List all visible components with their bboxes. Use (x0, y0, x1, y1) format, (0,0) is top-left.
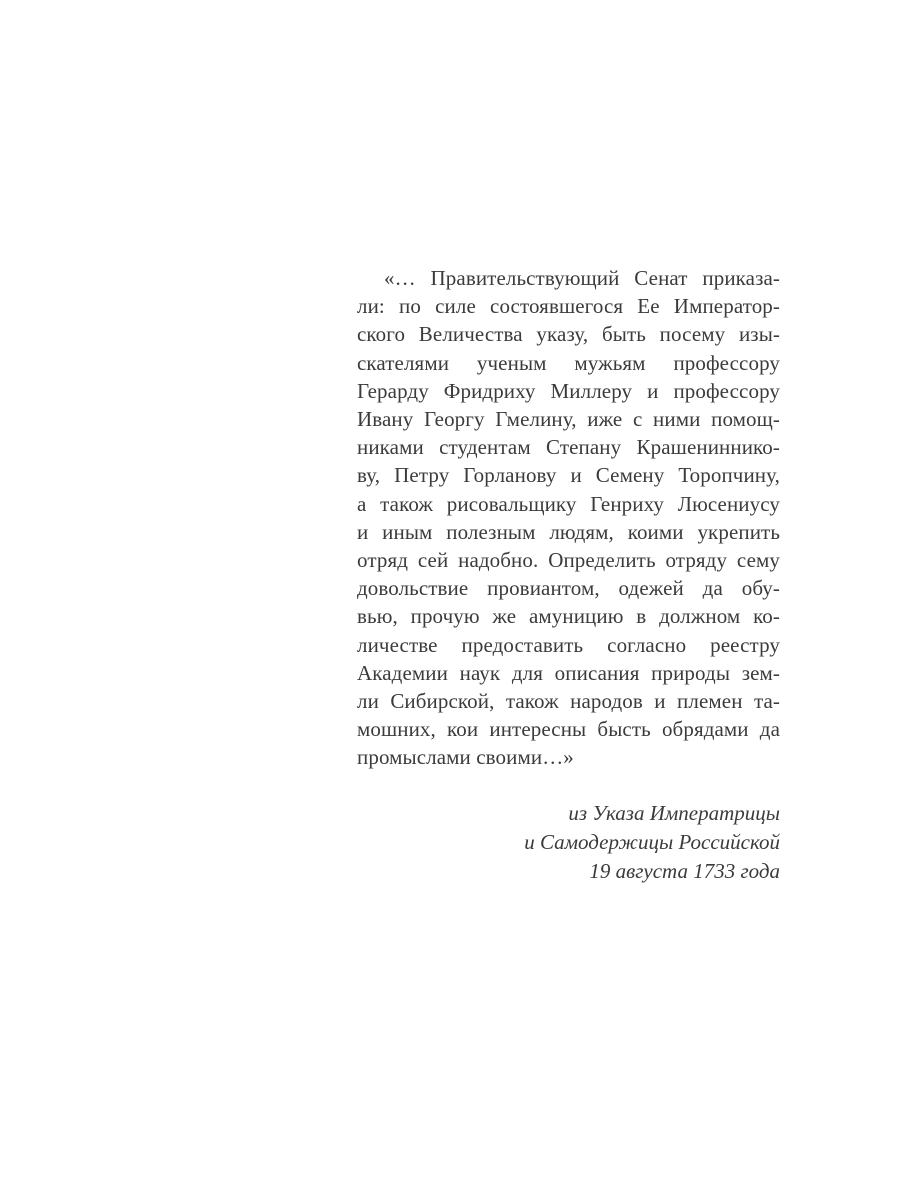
epigraph-quote (357, 264, 780, 772)
quote-line: Ивану Георгу Гмелину, иже с ними помощ- (357, 407, 780, 432)
quote-line: ского Величества указу, быть посему изы- (357, 322, 780, 347)
quote-line: Герарду Фридриху Миллеру и профессору (357, 378, 780, 403)
attribution (357, 799, 780, 886)
quote-line: промыслами своими…» (357, 745, 574, 770)
quote-line: а також рисовальщику Генриху Люсениусу (357, 491, 780, 516)
quote-line: вью, прочую же амуницию в должном ко- (357, 604, 780, 629)
quote-line: довольствие провиантом, одежей да обу- (357, 576, 780, 601)
quote-line: и иным полезным людям, коими укрепить (357, 519, 780, 544)
attribution-line: и Самодержицы Российской (524, 830, 780, 854)
attribution-line: 19 августа 1733 года (589, 859, 780, 883)
quote-line: «… Правительствующий Сенат приказа- (384, 266, 780, 290)
quote-line: ву, Петру Горланову и Семену Торопчину, (357, 463, 780, 488)
quote-line: личестве предоставить согласно реестру (357, 632, 780, 657)
quote-line: Академии наук для описания природы зем- (357, 660, 780, 685)
quote-line: скателями ученым мужьям профессору (357, 350, 780, 375)
attribution-line: из Указа Императрицы (568, 801, 780, 825)
quote-line: ли: по силе состоявшегося Ее Император- (357, 294, 780, 319)
quote-line: никами студентам Степану Крашениннико- (357, 435, 780, 460)
quote-line: ли Сибирской, також народов и племен та- (357, 689, 780, 714)
quote-line: отряд сей надобно. Определить отряду сему (357, 548, 780, 573)
quote-line: мошних, кои интересны бысть обрядами да (357, 717, 780, 742)
